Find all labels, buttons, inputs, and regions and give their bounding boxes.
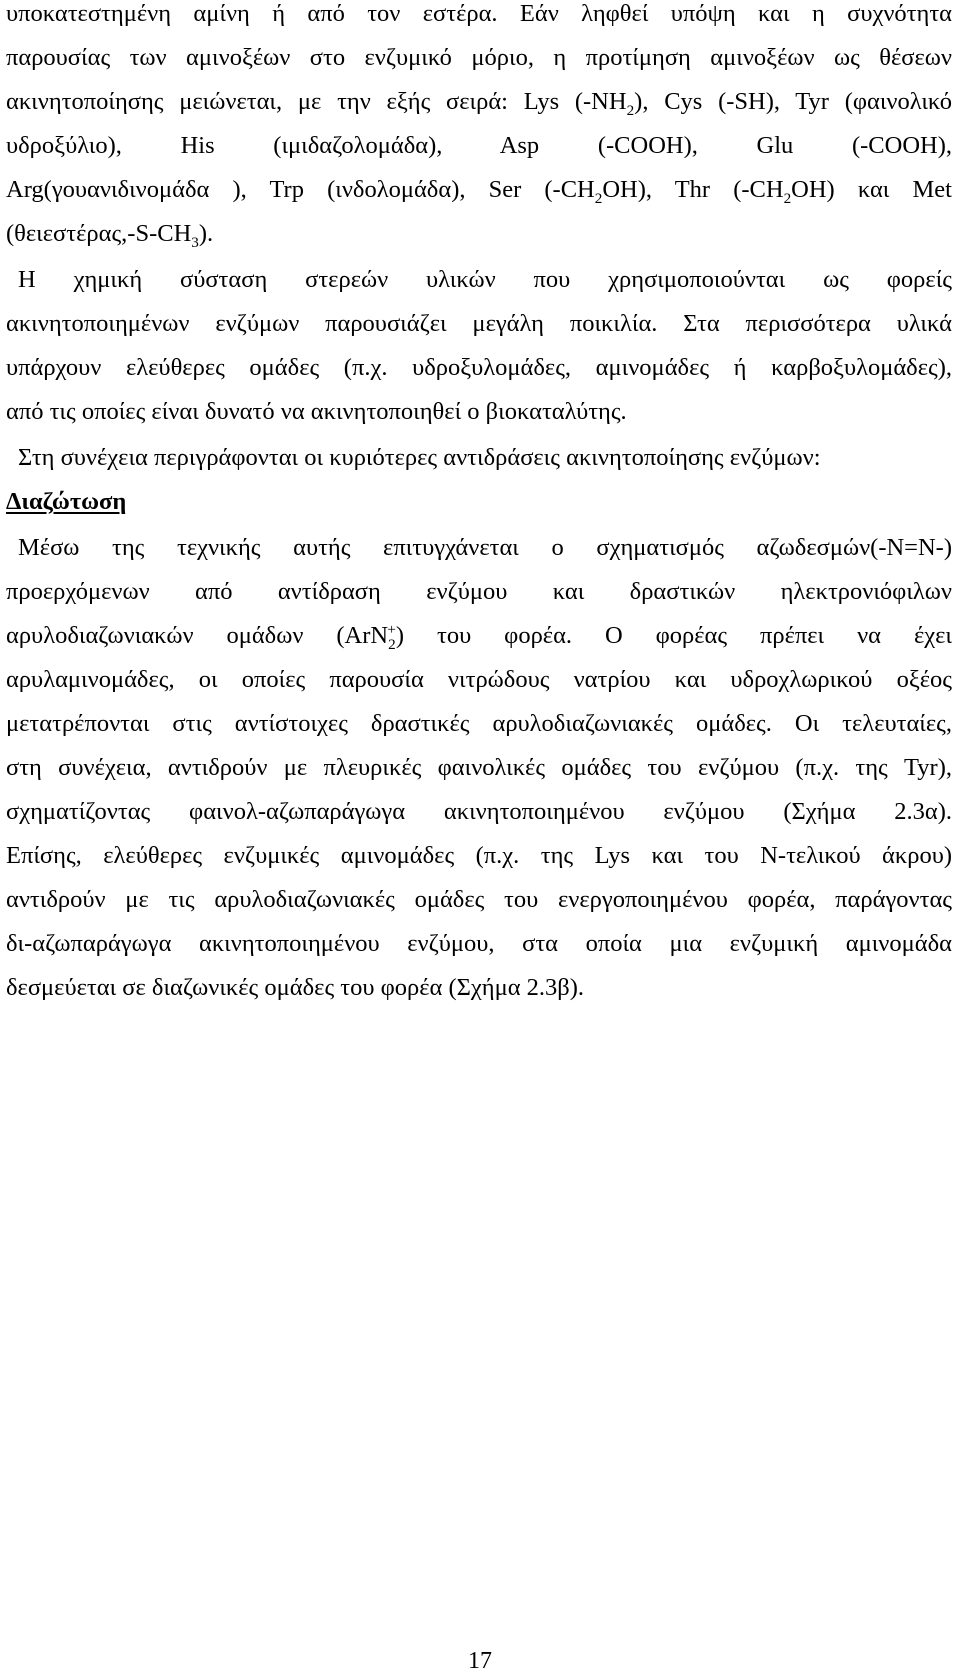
text-line: αρυλοδιαζωνιακών ομάδων (ArN$_2$+) του φορέα. Ο φορέας πρέπει να έχει <box>6 620 952 653</box>
text-line: από τις οποίες είναι δυνατό να ακινητοποιηθεί ο βιοκαταλύτης. <box>6 398 627 425</box>
text-line: Στη συνέχεια περιγράφονται οι κυριότερες αντιδράσεις ακινητοποίησης ενζύμων: <box>18 444 821 471</box>
text-line: δεσμεύεται σε διαζωνικές ομάδες του φορέα (Σχήμα 2.3β). <box>6 974 585 1001</box>
text-line: μετατρέπονται στις αντίστοιχες δραστικές αρυλοδιαζωνιακές ομάδες. Οι τελευταίες, <box>6 710 952 737</box>
text-line: προερχόμενων από αντίδραση ενζύμου και δραστικών ηλεκτρονιόφιλων <box>6 578 952 605</box>
text-line: ακινητοποιημένων ενζύμων παρουσιάζει μεγάλη ποικιλία. Στα περισσότερα υλικά <box>6 310 952 337</box>
page-number: 17 <box>468 1648 492 1674</box>
section-heading: Διαζώτωση <box>6 488 127 515</box>
text-line: δι-αζωπαράγωγα ακινητοποιημένου ενζύμου, στα οποία μια ενζυμική αμινομάδα <box>6 930 952 957</box>
text-line: Επίσης, ελεύθερες ενζυμικές αμινομάδες (π.χ. της Lys και του N-τελικού άκρου) <box>6 842 952 869</box>
text-line: ακινητοποίησης μειώνεται, με την εξής σειρά: Lys $(-NH_2)$, Cys (-SH), Tyr (φαινολικό <box>6 88 952 119</box>
text-line: Μέσω της τεχνικής αυτής επιτυγχάνεται ο σχηματισμός αζωδεσμών(-N=N-) <box>18 534 952 561</box>
text-line: υπάρχουν ελεύθερες ομάδες (π.χ. υδροξυλομάδες, αμινομάδες ή καρβοξυλομάδες), <box>6 354 952 381</box>
text-line: υποκατεστημένη αμίνη ή από τον εστέρα. Εάν ληφθεί υπόψη και η συχνότητα <box>6 0 952 27</box>
text-line: Η χημική σύσταση στερεών υλικών που χρησιμοποιούνται ως φορείς <box>18 266 952 293</box>
text-line: σχηματίζοντας φαινολ-αζωπαράγωγα ακινητοποιημένου ενζύμου (Σχήμα 2.3α). <box>6 798 952 825</box>
text-line: υδροξύλιο), His (ιμιδαζολομάδα), Asp (-COOH), Glu (-COOH), <box>6 132 952 159</box>
text-line: $(\theta\varepsilon\iota\varepsilon\sigma\tau έ\rho\alpha\varsigma,-S-CH_3)$. <box>6 220 214 251</box>
text-line: αντιδρούν με τις αρυλοδιαζωνιακές ομάδες του ενεργοποιημένου φορέα, παράγοντας <box>6 886 952 913</box>
text-line: Arg(γουανιδινομάδα ), Trp (ινδολομάδα), Ser $(-CH_2OH)$, Thr $(-CH_2OH)$ και Met <box>6 176 952 207</box>
text-line: παρουσίας των αμινοξέων στο ενζυμικό μόριο, η προτίμηση αμινοξέων ως θέσεων <box>6 44 952 71</box>
text-line: αρυλαμινομάδες, οι οποίες παρουσία νιτρώδους νατρίου και υδροχλωρικού οξέος <box>6 666 952 693</box>
text-line: στη συνέχεια, αντιδρούν με πλευρικές φαινολικές ομάδες του ενζύμου (π.χ. της Tyr), <box>6 754 952 781</box>
